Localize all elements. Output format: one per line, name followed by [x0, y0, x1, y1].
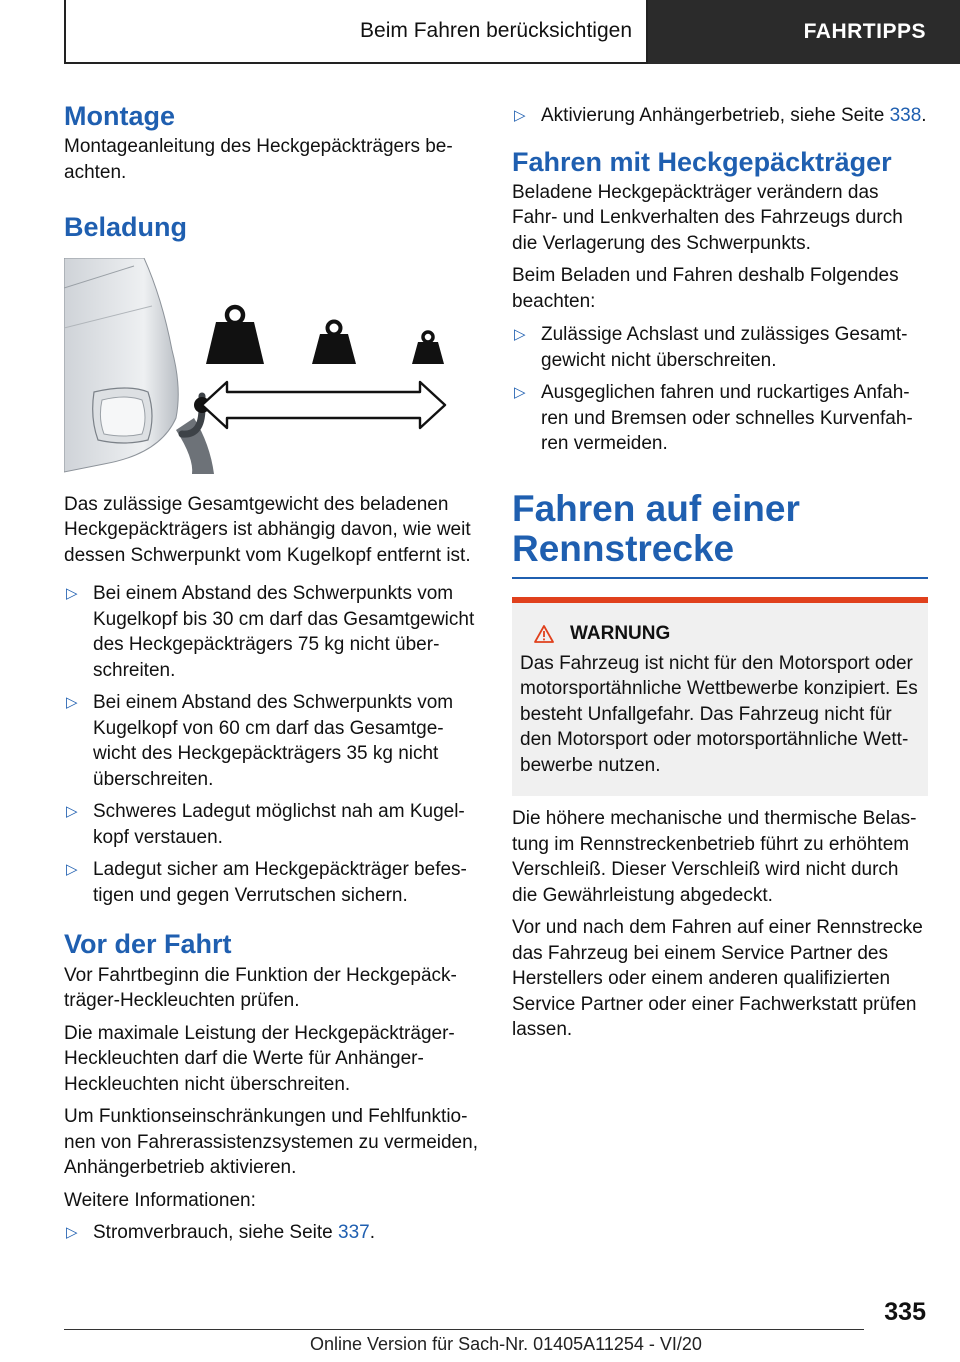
fahren-paragraph-1: Beladene Heckgepäckträger verändern das Fahr- und Lenkverhalten des Fahrzeugs durch die Verlagerung des Schwerpunkts. — [512, 181, 903, 254]
triangle-bullet-icon: ▷ — [66, 1224, 78, 1242]
list-item: ▷ Aktivierung Anhängerbetrieb, siehe Seite 338. — [512, 103, 928, 129]
beladung-text: Das zulässige Gesamtgewicht des beladenen Heckgepäckträgers ist abhängig davon, wie weit dessen Schwerpunkt vom Kugelkopf entfernt ist. — [64, 493, 471, 566]
list-item: ▷ Zulässige Achslast und zulässiges Gesamt-gewicht nicht überschreiten. — [512, 322, 928, 373]
load-distribution-illustration — [64, 258, 479, 474]
heading-rule — [512, 577, 928, 579]
weight-medium — [312, 321, 356, 364]
vorfahrt-paragraph-1: Vor Fahrtbeginn die Funktion der Heckgepäck-träger-Heckleuchten prüfen. — [64, 964, 457, 1012]
page-number: 335 — [884, 1298, 926, 1326]
rennstrecke-paragraph-2: Vor und nach dem Fahren auf einer Rennstrecke das Fahrzeug bei einem Service Partner des Herstellers oder einem anderen qualifizierten Service Partner oder einer Fachwerkstatt prüfen lassen. — [512, 917, 923, 1041]
warning-triangle-icon — [534, 625, 554, 643]
weight-small — [412, 332, 444, 364]
fahren-list — [512, 322, 928, 457]
left-column — [64, 100, 479, 1246]
triangle-bullet-icon: ▷ — [514, 107, 526, 124]
triangle-bullet-icon: ▷ — [66, 803, 78, 821]
triangle-bullet-icon: ▷ — [66, 861, 78, 879]
list-item: ▷ Stromverbrauch, siehe Seite 337. — [64, 1220, 479, 1246]
rennstrecke-paragraph-1: Die höhere mechanische und thermische Belas-tung im Rennstreckenbetrieb führt zu erhöhtem Verschleiß. Dieser Verschleiß wird nicht durch die Gewährleistung abgedeckt. — [512, 808, 917, 906]
list-item: ▷ Ladegut sicher am Heckgepäckträger befes-tigen und gegen Verrutschen sichern. — [64, 857, 479, 908]
footer-online-version: Online Version für Sach-Nr. 01405A11254 - VI/20 — [310, 1334, 702, 1354]
section-title: Beim Fahren berücksichtigen — [64, 0, 648, 64]
vor-der-fahrt-heading: Vor der Fahrt — [64, 929, 232, 960]
warning-title: WARNUNG — [520, 623, 920, 645]
triangle-bullet-icon: ▷ — [66, 585, 78, 603]
chapter-tab[interactable]: FAHRTIPPS — [648, 0, 960, 64]
vorfahrt-paragraph-3: Um Funktionseinschränkungen und Fehlfunktio-nen von Fahrerassistenzsystemen zu vermeiden, Anhängerbetrieb aktivieren. — [64, 1106, 478, 1179]
vorfahrt-paragraph-4: Weitere Informationen: — [64, 1189, 256, 1211]
weight-large — [206, 307, 264, 364]
footer-rule — [64, 1329, 864, 1330]
list-item: ▷ Ausgeglichen fahren und ruckartiges Anfah-ren und Bremsen oder schnelles Kurvenfah-ren vermeiden. — [512, 380, 928, 457]
beladung-heading: Beladung — [64, 212, 188, 243]
page-link-338[interactable]: 338 — [889, 105, 922, 126]
trailer-hitch-weights-illustration — [64, 258, 479, 474]
list-item: ▷ Bei einem Abstand des Schwerpunkts vom Kugelkopf von 60 cm darf das Gesamtge-wicht des Heckgepäckträgers 35 kg nicht überschreiten. — [64, 690, 479, 792]
warning-box — [512, 597, 928, 797]
montage-heading: Montage — [64, 101, 175, 131]
montage-text: Montageanleitung des Heckgepäckträgers be-achten. — [64, 136, 453, 183]
triangle-bullet-icon: ▷ — [514, 326, 526, 344]
right-column — [512, 100, 928, 1043]
triangle-bullet-icon: ▷ — [514, 384, 526, 402]
vorfahrt-paragraph-2: Die maximale Leistung der Heckgepäckträger-Heckleuchten darf die Werte für Anhänger-Heckleuchten nicht überschreiten. — [64, 1022, 455, 1095]
page-link-337[interactable]: 337 — [338, 1222, 370, 1244]
beladung-list — [64, 581, 479, 908]
fahren-paragraph-2: Beim Beladen und Fahren deshalb Folgendes beachten: — [512, 265, 899, 312]
warning-text: Das Fahrzeug ist nicht für den Motorsport oder motorsportähnliche Wettbewerbe konzipiert. Es besteht Unfallgefahr. Das Fahrzeug nicht für den Motorsport oder motorsportähnliche Wett-bewerbe nutzen. — [520, 652, 918, 776]
fahren-heading: Fahren mit Heckgepäckträger — [512, 146, 892, 177]
rennstrecke-heading: Fahren auf einer Rennstrecke — [512, 487, 800, 569]
triangle-bullet-icon: ▷ — [66, 694, 78, 712]
page-header — [64, 0, 960, 64]
list-item: ▷ Bei einem Abstand des Schwerpunkts vom Kugelkopf bis 30 cm darf das Gesamtgewicht des Heckgepäckträgers 75 kg nicht über-schreiten. — [64, 581, 479, 683]
list-item: ▷ Schweres Ladegut möglichst nah am Kugel-kopf verstauen. — [64, 799, 479, 850]
